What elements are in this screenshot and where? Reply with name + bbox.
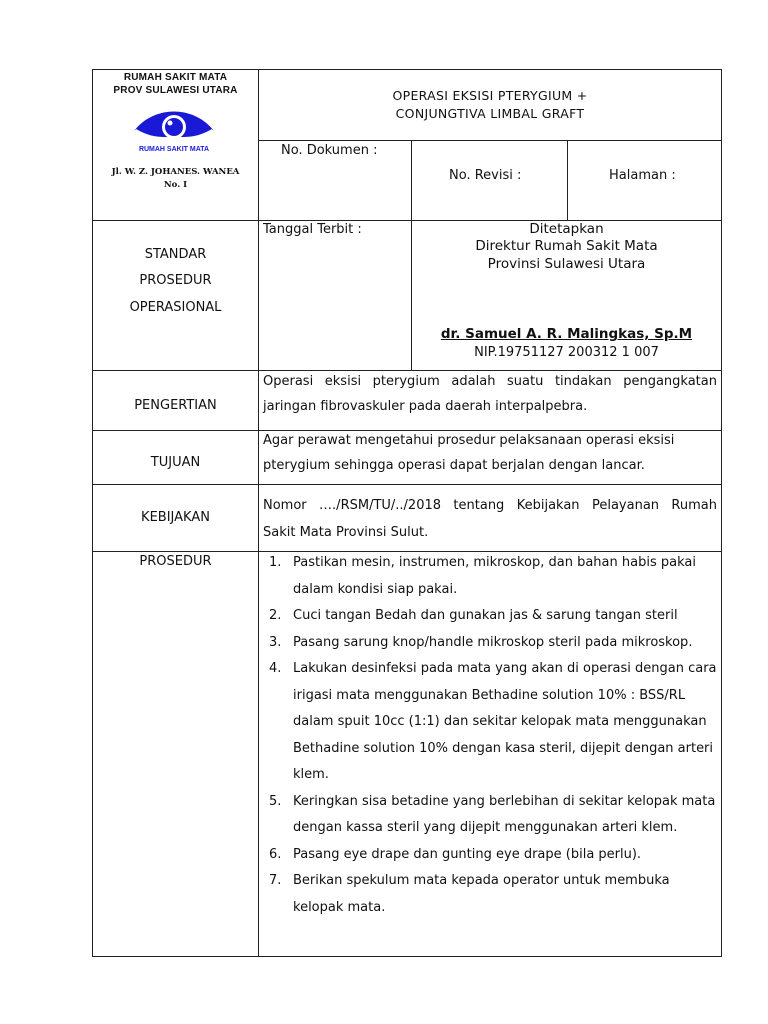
- step-text: Berikan spekulum mata kepada operator untuk membuka kelopak mata.: [293, 873, 670, 915]
- title-divider: [258, 140, 722, 141]
- signer-name: dr. Samuel A. R. Malingkas, Sp.M: [440, 326, 693, 342]
- sop-label-line1: STANDAR: [144, 247, 207, 262]
- prosedur-step: [261, 789, 717, 842]
- step-number: 1.: [269, 555, 282, 570]
- tanggal-terbit-label: Tanggal Terbit :: [263, 222, 362, 237]
- step-number: 3.: [269, 634, 282, 650]
- ditetapkan-label: Ditetapkan: [529, 221, 604, 237]
- sop-document: [92, 69, 722, 957]
- hospital-name-line2: PROV SULAWESI UTARA: [113, 85, 238, 96]
- step-text: Pasang eye drape dan gunting eye drape (bila perlu).: [293, 846, 642, 862]
- no-revisi-label: No. Revisi :: [449, 168, 522, 183]
- prosedur-label: PROSEDUR: [139, 554, 212, 569]
- prosedur-step: [261, 656, 717, 789]
- tujuan-divider: [93, 484, 722, 485]
- prosedur-step: [261, 550, 717, 603]
- signer-nip: NIP.19751127 200312 1 007: [474, 345, 659, 360]
- logo-text: RUMAH SAKIT MATA: [138, 146, 210, 153]
- pengertian-label: PENGERTIAN: [134, 398, 217, 413]
- doc-meta-divider-2: [567, 140, 568, 220]
- step-text: Keringkan sisa betadine yang berlebihan di sekitar kelopak mata dengan kassa steril yang dijepit menggunakan arteri klem.: [293, 793, 716, 835]
- step-text: Pasang sarung knop/handle mikroskop steril pada mikroskop.: [293, 634, 693, 650]
- step-number: 7.: [269, 873, 282, 888]
- tujuan-text-line1: Agar perawat mengetahui prosedur pelaksanaan operasi eksisi: [263, 433, 675, 448]
- prosedur-step: [261, 603, 717, 630]
- no-dokumen-label: No. Dokumen :: [281, 143, 378, 158]
- pengertian-text-line1: Operasi eksisi pterygium adalah suatu tindakan pengangkatan: [263, 374, 717, 389]
- prosedur-steps: [261, 550, 717, 921]
- prosedur-step: [261, 842, 717, 869]
- document-title-line2: CONJUNGTIVA LIMBAL GRAFT: [395, 106, 585, 121]
- halaman-label: Halaman :: [609, 168, 676, 183]
- prosedur-step: [261, 868, 717, 921]
- kebijakan-label: KEBIJAKAN: [141, 510, 210, 525]
- kebijakan-text-line2: Sakit Mata Provinsi Sulut.: [263, 525, 429, 540]
- kebijakan-text-line1: Nomor …./RSM/TU/../2018 tentang Kebijakan Pelayanan Rumah: [263, 498, 717, 513]
- step-text: Cuci tangan Bedah dan gunakan jas & sarung tangan steril: [293, 608, 678, 623]
- step-number: 6.: [269, 846, 282, 862]
- hospital-address-line2: No. I: [163, 180, 188, 190]
- hospital-name-line1: RUMAH SAKIT MATA: [123, 72, 228, 83]
- tujuan-label: TUJUAN: [150, 455, 201, 470]
- pengertian-text-line2: jaringan fibrovaskuler pada daerah interpalpebra.: [263, 399, 588, 414]
- doc-meta-divider-1: [411, 140, 412, 220]
- direktur-line1: Direktur Rumah Sakit Mata: [475, 238, 658, 254]
- eye-logo-icon: [130, 103, 218, 155]
- prosedur-step: [261, 630, 717, 657]
- hospital-logo: [130, 103, 218, 155]
- direktur-line2: Provinsi Sulawesi Utara: [487, 256, 646, 272]
- sop-label-line2: PROSEDUR: [139, 273, 212, 288]
- step-text: Lakukan desinfeksi pada mata yang akan di operasi dengan cara irigasi mata menggunakan Bethadine solution 10% : BSS/RL dalam spuit 10cc (1:1) dan sekitar kelopak mata menggunakan Bethadine solution 10% dengan kasa steril, dijepit dengan arteri klem.: [293, 661, 717, 782]
- left-column-divider: [258, 70, 259, 956]
- sop-label-line3: OPERASIONAL: [129, 300, 222, 315]
- hospital-address-line1: Jl. W. Z. JOHANES. WANEA: [111, 167, 240, 177]
- step-text: Pastikan mesin, instrumen, mikroskop, dan bahan habis pakai dalam kondisi siap pakai.: [293, 555, 696, 597]
- step-number: 5.: [269, 793, 282, 809]
- tujuan-text-line2: pterygium sehingga operasi dapat berjalan dengan lancar.: [263, 458, 645, 473]
- step-number: 2.: [269, 608, 282, 623]
- step-number: 4.: [269, 661, 282, 676]
- document-title-line1: OPERASI EKSISI PTERYGIUM +: [392, 88, 588, 103]
